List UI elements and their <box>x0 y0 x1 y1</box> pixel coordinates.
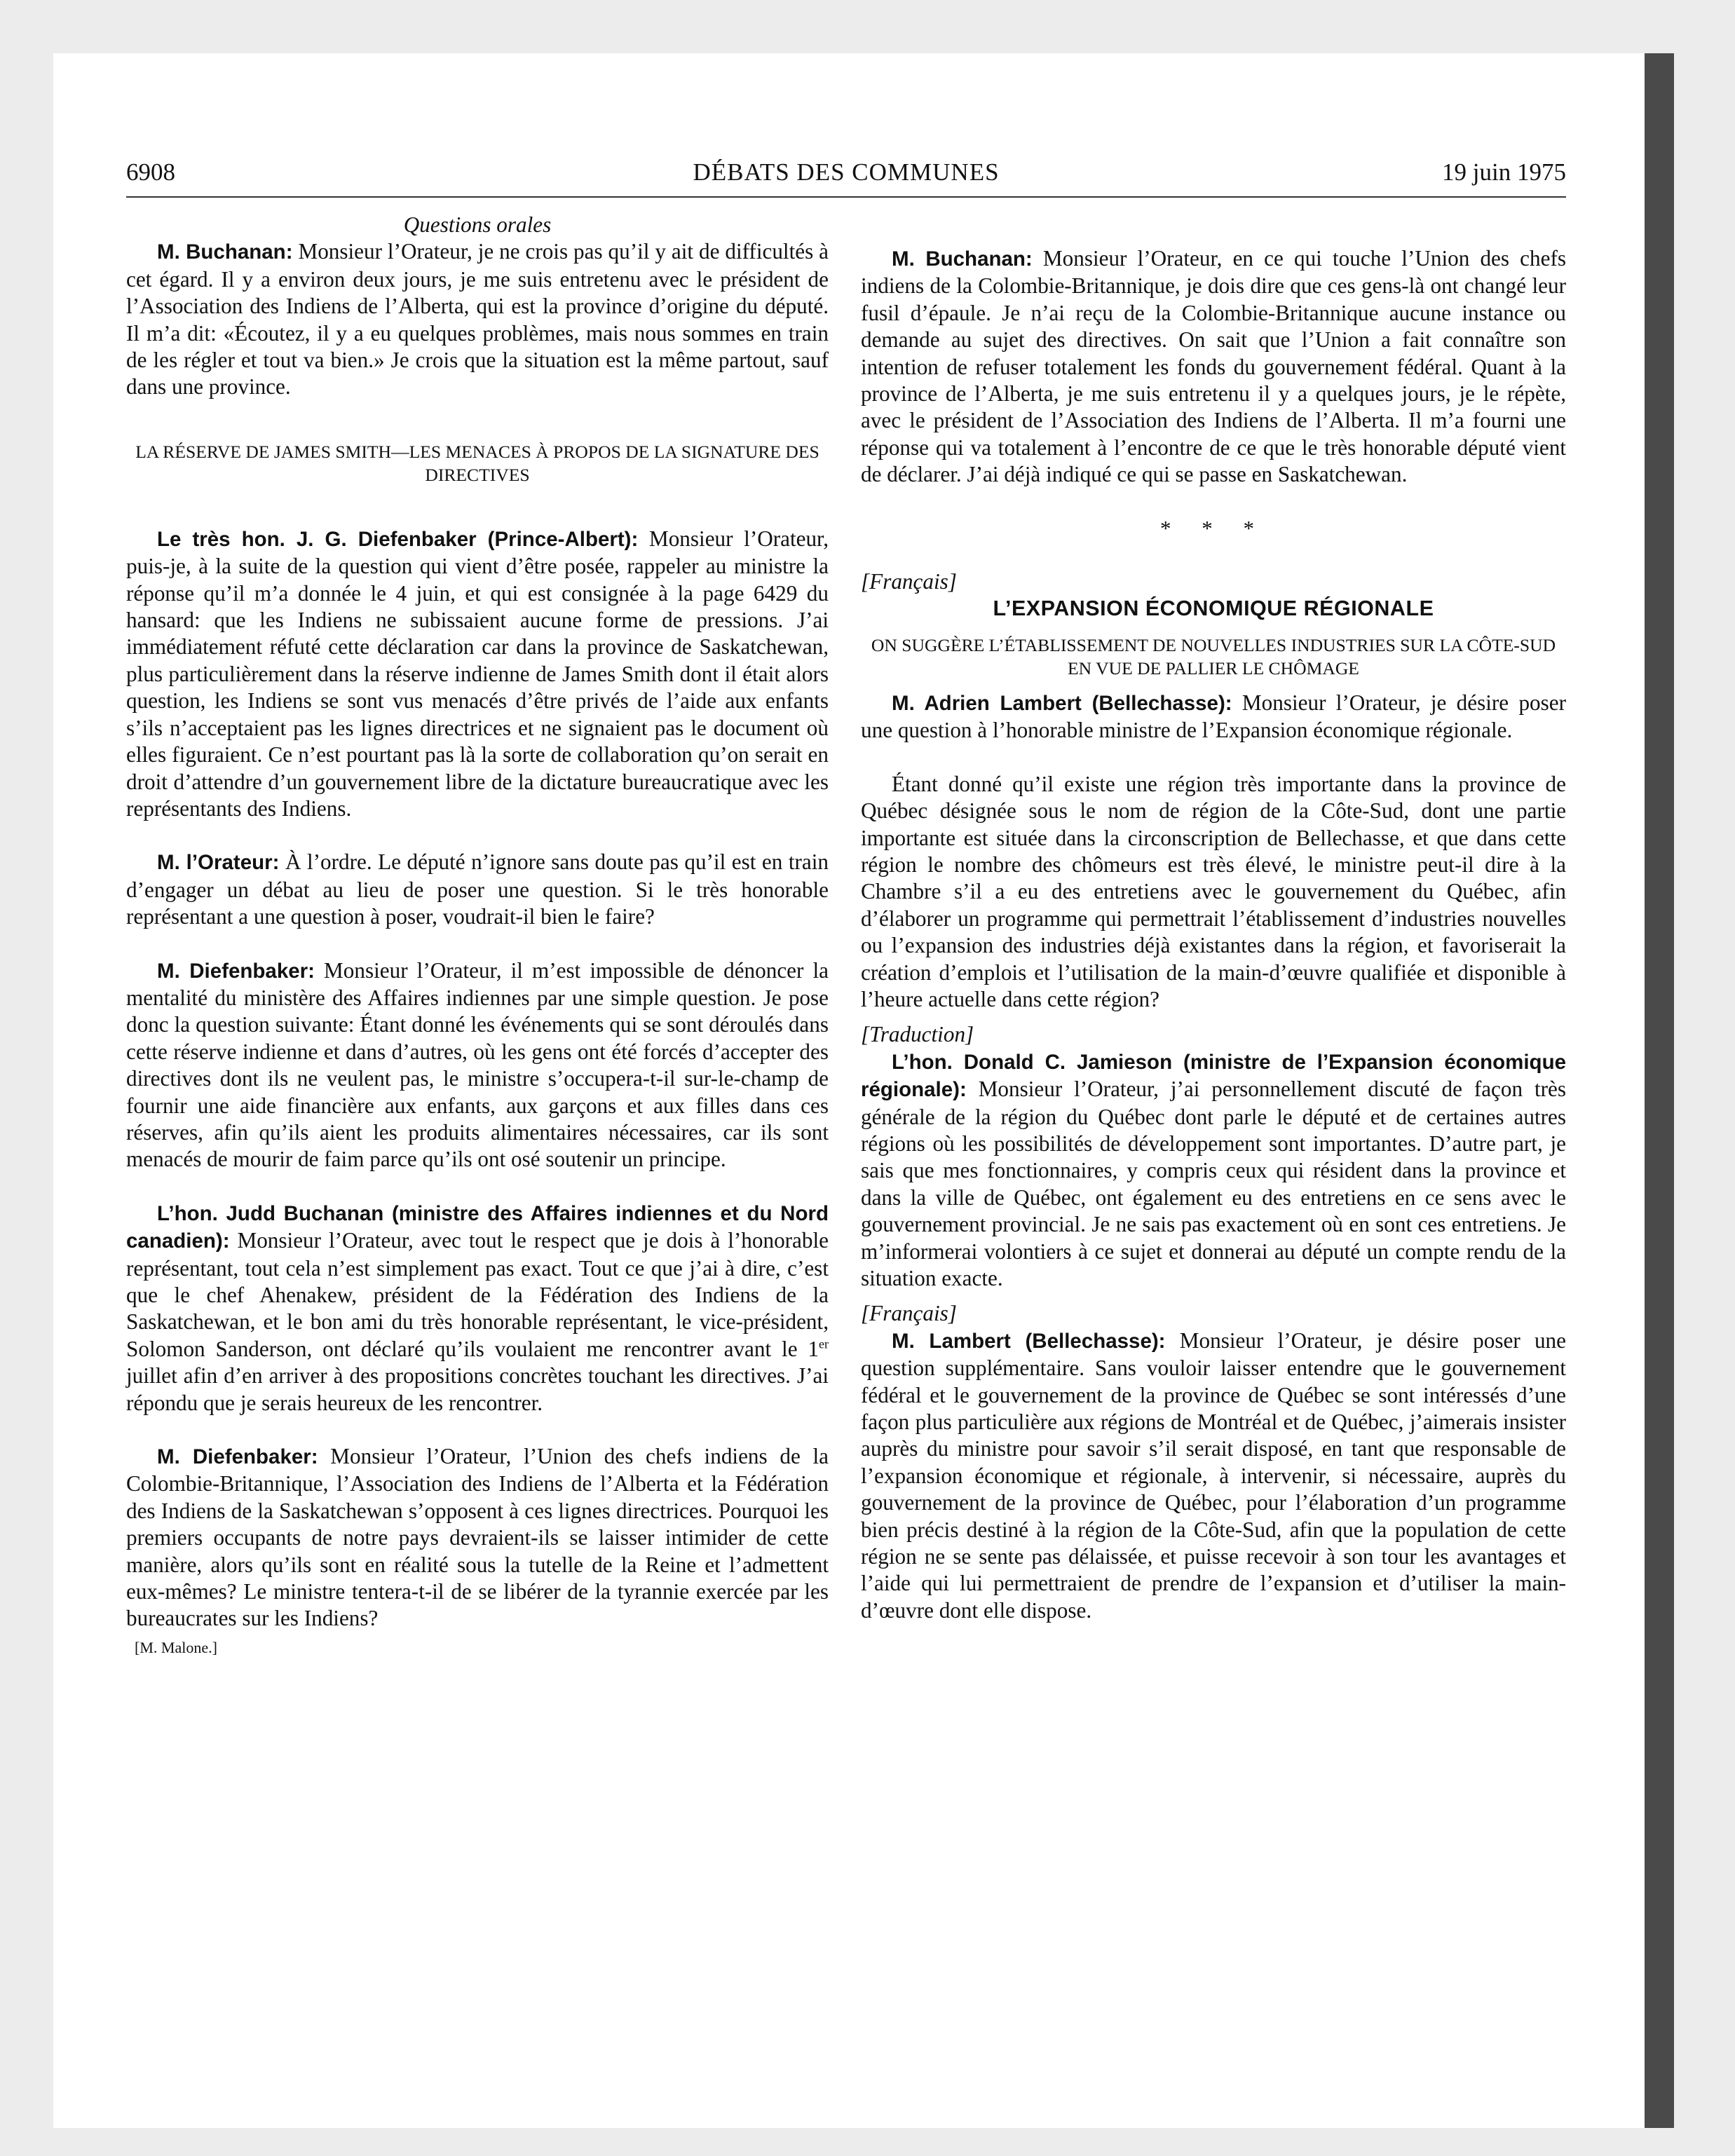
paragraph-lambert-3 <box>861 1328 1566 1624</box>
speech-text: À l’ordre. Le député n’ignore sans doute pas qu’il est en train d’engager un débat au lieu de poser une question. Si le très honorable représentant a une question à poser, voudrait-il bien le faire? <box>126 850 829 929</box>
speaker-name: L’hon. Donald C. Jamieson (ministre de l’Expansion économique régionale): <box>861 1050 1566 1102</box>
paragraph-jamieson <box>861 1049 1566 1292</box>
paragraph-lambert-1 <box>861 690 1566 744</box>
speech-text: Monsieur l’Orateur, j’ai personnellement discuté de façon très générale de la région du Québec dont parle le député et de certaines autres régions où les possibilités de développement sont importantes. D’autre part, je sais que mes fonctionnaires, y compris ceux qui résident dans la province et dans la ville de Québec, ont également eu des entretiens en ce sens avec le gouvernement provincial. Je ne sais pas exactement où en sont ces entretiens. Je m’informerai volontiers à ce sujet et donnerai au député un compte rendu de la situation exacte. <box>861 1077 1566 1290</box>
speaker-name: M. Buchanan: <box>157 240 293 264</box>
speech-text: Monsieur l’Orateur, je désire poser une question supplémentaire. Sans vouloir laisser entendre que le gouvernement fédéral et le gouvernement de la province de Québec se sont intéressés d’une façon plus particulière aux régions de Montréal et de Québec, j’aimerais insister auprès du ministre pour savoir s’il serait disposé, en tant que responsable de l’expansion économique et régionale, à intervenir, si nécessaire, auprès du gouvernement de la province de Québec, pour l’élaboration d’un programme bien précis destiné à la région de la Côte-Sud, afin que la population de cette région ne se sente pas délaissée, et puisse recevoir à son tour les avantages et l’aide qui lui permettraient de prendre de l’expansion et d’utiliser la main-d’œuvre dont elle dispose. <box>861 1328 1566 1623</box>
speaker-name: M. Diefenbaker: <box>157 959 315 983</box>
paragraph-diefenbaker-3 <box>126 1443 829 1632</box>
speaker-name: M. Buchanan: <box>892 247 1033 271</box>
right-column <box>861 245 1566 1624</box>
publication-title: DÉBATS DES COMMUNES <box>693 158 1000 186</box>
section-separator-stars: * * * <box>1160 515 1267 540</box>
paragraph-lambert-2: Étant donné qu’il existe une région très importante dans la province de Québec désignée sous le nom de région de la Côte-Sud, dont une partie importante est située dans la circonscription de Bellechasse, et que dans cette région le nombre des chômeurs est très élevé, le ministre peut-il dire à la Chambre s’il a eu des entretiens avec le gouvernement du Québec, afin d’élaborer un programme qui permettrait l’établissement d’industries nouvelles ou l’expansion des industries déjà existantes dans la région, et favoriserait la création d’emplois et l’utilisation de la main-d’œuvre qualifiée et disponible à l’heure actuelle dans cette région? <box>861 771 1566 1011</box>
speaker-name: M. l’Orateur: <box>157 851 280 875</box>
footer-note: [M. Malone.] <box>135 1638 217 1656</box>
speech-text: Monsieur l’Orateur, l’Union des chefs indiens de la Colombie-Britannique, l’Association des Indiens de l’Alberta et la Fédération des Indiens de la Saskatchewan s’opposent à ces lignes directrices. Pourquoi les premiers occupants de notre pays devraient-ils se laisser intimider de cette manière, alors qu’ils sont en réalité sous la tutelle de la Reine et l’admettent eux-mêmes? Le ministre tentera-t-il de se libérer de la tyrannie exercée par les bureaucrates sur les Indiens? <box>126 1444 829 1631</box>
page-number: 6908 <box>126 158 175 186</box>
speaker-name: M. Lambert (Bellechasse): <box>892 1329 1166 1353</box>
section-subheading: LA RÉSERVE DE JAMES SMITH—LES MENACES À PROPOS DE LA SIGNATURE DES DIRECTIVES <box>135 441 819 485</box>
page-header <box>126 157 1566 198</box>
speech-text: Monsieur l’Orateur, il m’est impossible de dénoncer la mentalité du ministère des Affaires indiennes par une simple question. Je pose donc la question suivante: Étant donné les événements qui se sont déroulés dans cette réserve indienne et dans d’autres, où les gens ont été forcés d’accepter des directives dont ils ne veulent pas, le ministre s’occupera-t-il sur-le-champ de fournir une aide financière aux enfants, aux garçons et aux filles dans ces réserves, afin qu’ils aient les produits alimentaires nécessaires, car ils sont menacés de mourir de faim parce qu’ils ont osé soutenir un principe. <box>126 957 829 1172</box>
speaker-name: L’hon. Judd Buchanan (ministre des Affaires indiennes et du Nord canadien): <box>126 1201 829 1253</box>
left-column <box>126 212 829 1658</box>
speech-text: juillet afin d’en arriver à des propositions concrètes touchant les directives. J’ai répondu que je serais heureux de les rencontrer. <box>126 1363 829 1415</box>
speech-text: Monsieur l’Orateur, avec tout le respect que je dois à l’honorable représentant, tout cela n’est simplement pas exact. Tout ce que j’ai à dire, c’est que le chef Ahenakew, président de la Fédération des Indiens de la Saskatchewan, et le bon ami du très honorable représentant, le vice-président, Solomon Sanderson, ont déclaré qu’ils voulaient me rencontrer avant le 1 <box>126 1228 829 1361</box>
speech-text: Monsieur l’Orateur, je désire poser une question à l’honorable ministre de l’Expansion économique régionale. <box>861 690 1566 743</box>
paragraph-buchanan-2 <box>126 1200 829 1417</box>
paragraph-buchanan-1 <box>126 238 829 400</box>
paragraph-diefenbaker-1 <box>126 526 829 822</box>
running-head: Questions orales <box>403 212 552 237</box>
speech-text: Monsieur l’Orateur, je ne crois pas qu’il y ait de difficultés à cet égard. Il y a environ deux jours, je me suis entretenu avec le président de l’Association des Indiens de l’Alberta, qui est la province d’origine du député. Il m’a dit: «Écoutez, il y a eu quelques problèmes, mais nous sommes en train de les régler et tout va bien.» Je crois que la situation est la même partout, sauf dans une province. <box>126 239 829 400</box>
speaker-name: M. Adrien Lambert (Bellechasse): <box>892 691 1232 715</box>
section-subheading: ON SUGGÈRE L’ÉTABLISSEMENT DE NOUVELLES INDUSTRIES SUR LA CÔTE-SUD EN VUE DE PALLIER LE CHÔMAGE <box>871 634 1556 678</box>
speaker-name: M. Diefenbaker: <box>157 1445 318 1469</box>
speaker-name: Le très hon. J. G. Diefenbaker (Prince-Albert): <box>157 527 639 551</box>
main-heading: L’EXPANSION ÉCONOMIQUE RÉGIONALE <box>993 596 1434 621</box>
language-marker: [Traduction] <box>861 1022 974 1047</box>
paragraph-speaker-orateur <box>126 849 829 930</box>
superscript: er <box>819 1337 829 1351</box>
speech-text: Monsieur l’Orateur, en ce qui touche l’Union des chefs indiens de la Colombie-Britannique, je dois dire que ces gens-là ont changé leur fusil d’épaule. Je n’ai reçu de la Colombie-Britannique aucune instance ou demande au sujet des directives. On sait que l’Union a fait connaître son intention de refuser totalement les fonds du gouvernement fédéral. Quant à la province de l’Alberta, je me suis entretenu il y a quelques jours, je le répète, avec le président de l’Association des Indiens de l’Alberta. Il m’a fourni une réponse qui va totalement à l’encontre de ce que le très honorable député vient de déclarer. J’ai déjà indiqué ce qui se passe en Saskatchewan. <box>861 246 1566 487</box>
paragraph-buchanan-3 <box>861 245 1566 489</box>
speech-text: Monsieur l’Orateur, puis-je, à la suite de la question qui vient d’être posée, rappeler au ministre la réponse qu’il m’a donnée le 4 juin, et qui est consignée à la page 6429 du hansard: que les Indiens ne subissaient aucune forme de pressions. J’ai immédiatement réfuté cette déclaration car dans la province de Saskatchewan, plus particulièrement dans la réserve indienne de James Smith dont il était alors question, les Indiens se sont vus menacés d’être privés de l’aide aux enfants s’ils n’acceptaient pas les lignes directrices et ne signaient pas le document où elles figuraient. Ce n’est pourtant pas là la sorte de collaboration qu’on serait en droit d’attendre d’un gouvernement libre de la dictature bureaucratique avec les représentants des Indiens. <box>126 526 829 821</box>
scan-edge-shadow <box>1645 53 1674 2128</box>
page-date: 19 juin 1975 <box>1442 158 1566 186</box>
paragraph-diefenbaker-2 <box>126 957 829 1173</box>
language-marker: [Français] <box>861 1301 957 1326</box>
language-marker: [Français] <box>861 569 957 594</box>
